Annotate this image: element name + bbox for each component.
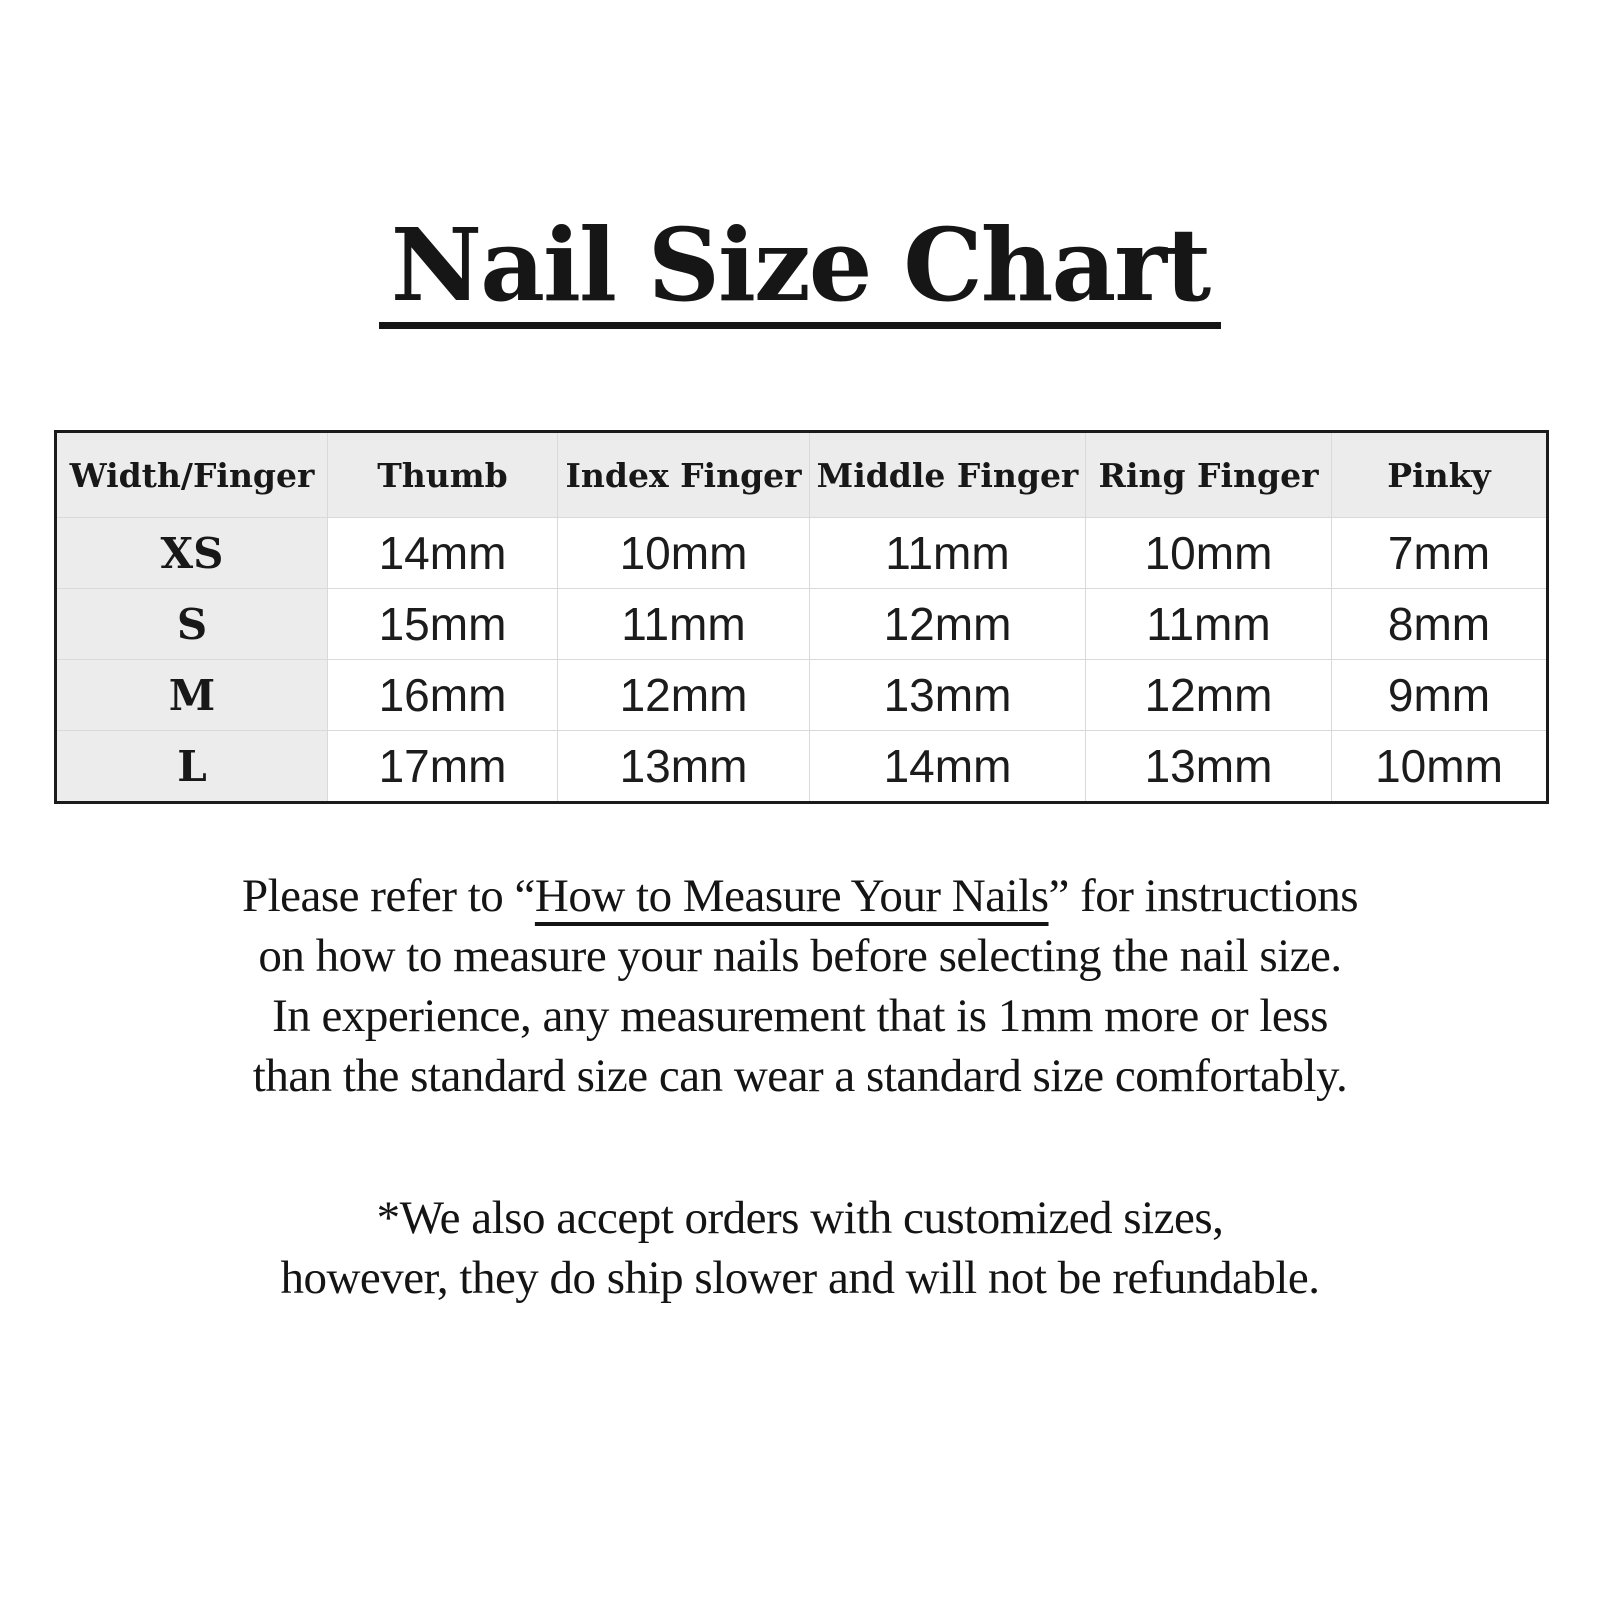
row-label-m: M xyxy=(56,660,328,731)
measurement-note-suffix: ” for instructions xyxy=(1048,870,1359,922)
col-header-middle-finger: Middle Finger xyxy=(810,432,1086,518)
row-label-s: S xyxy=(56,589,328,660)
measurement-note xyxy=(0,866,1600,1106)
size-cell-xs-pinky: 7mm xyxy=(1332,518,1548,589)
size-cell-l-thumb: 17mm xyxy=(328,731,558,803)
table-row-m xyxy=(56,660,1548,731)
page-title-text: Nail Size Chart xyxy=(379,212,1221,329)
size-cell-l-pinky: 10mm xyxy=(1332,731,1548,803)
custom-size-note-line-2: however, they do ship slower and will not be refundable. xyxy=(280,1252,1320,1304)
row-label-xs: XS xyxy=(56,518,328,589)
size-cell-l-ring: 13mm xyxy=(1086,731,1332,803)
size-cell-xs-ring: 10mm xyxy=(1086,518,1332,589)
size-cell-s-thumb: 15mm xyxy=(328,589,558,660)
size-cell-s-middle: 12mm xyxy=(810,589,1086,660)
row-label-l: L xyxy=(56,731,328,803)
custom-size-note-line-1: *We also accept orders with customized sizes, xyxy=(376,1192,1224,1244)
custom-size-note xyxy=(0,1188,1600,1308)
size-cell-xs-middle: 11mm xyxy=(810,518,1086,589)
size-cell-s-pinky: 8mm xyxy=(1332,589,1548,660)
measurement-note-line-3: In experience, any measurement that is 1mm more or less xyxy=(272,990,1328,1042)
size-cell-m-index: 12mm xyxy=(558,660,810,731)
col-header-width-finger: Width/Finger xyxy=(56,432,328,518)
size-cell-s-index: 11mm xyxy=(558,589,810,660)
table-row-xs xyxy=(56,518,1548,589)
size-cell-l-middle: 14mm xyxy=(810,731,1086,803)
size-cell-m-ring: 12mm xyxy=(1086,660,1332,731)
size-cell-xs-thumb: 14mm xyxy=(328,518,558,589)
col-header-ring-finger: Ring Finger xyxy=(1086,432,1332,518)
table-row-s xyxy=(56,589,1548,660)
size-cell-l-index: 13mm xyxy=(558,731,810,803)
col-header-pinky: Pinky xyxy=(1332,432,1548,518)
measure-guide-link[interactable]: How to Measure Your Nails xyxy=(534,870,1049,922)
measurement-note-line-4: than the standard size can wear a standard size comfortably. xyxy=(252,1050,1348,1102)
nail-size-table xyxy=(54,430,1549,804)
table-header-row xyxy=(56,432,1548,518)
size-cell-s-ring: 11mm xyxy=(1086,589,1332,660)
measurement-note-prefix: Please refer to “ xyxy=(241,870,535,922)
measurement-note-line-2: on how to measure your nails before selecting the nail size. xyxy=(258,930,1342,982)
col-header-thumb: Thumb xyxy=(328,432,558,518)
table-row-l xyxy=(56,731,1548,803)
size-cell-xs-index: 10mm xyxy=(558,518,810,589)
size-cell-m-middle: 13mm xyxy=(810,660,1086,731)
size-cell-m-pinky: 9mm xyxy=(1332,660,1548,731)
col-header-index-finger: Index Finger xyxy=(558,432,810,518)
measurement-note-line-1 xyxy=(0,866,1600,926)
page-title xyxy=(0,206,1600,329)
size-cell-m-thumb: 16mm xyxy=(328,660,558,731)
